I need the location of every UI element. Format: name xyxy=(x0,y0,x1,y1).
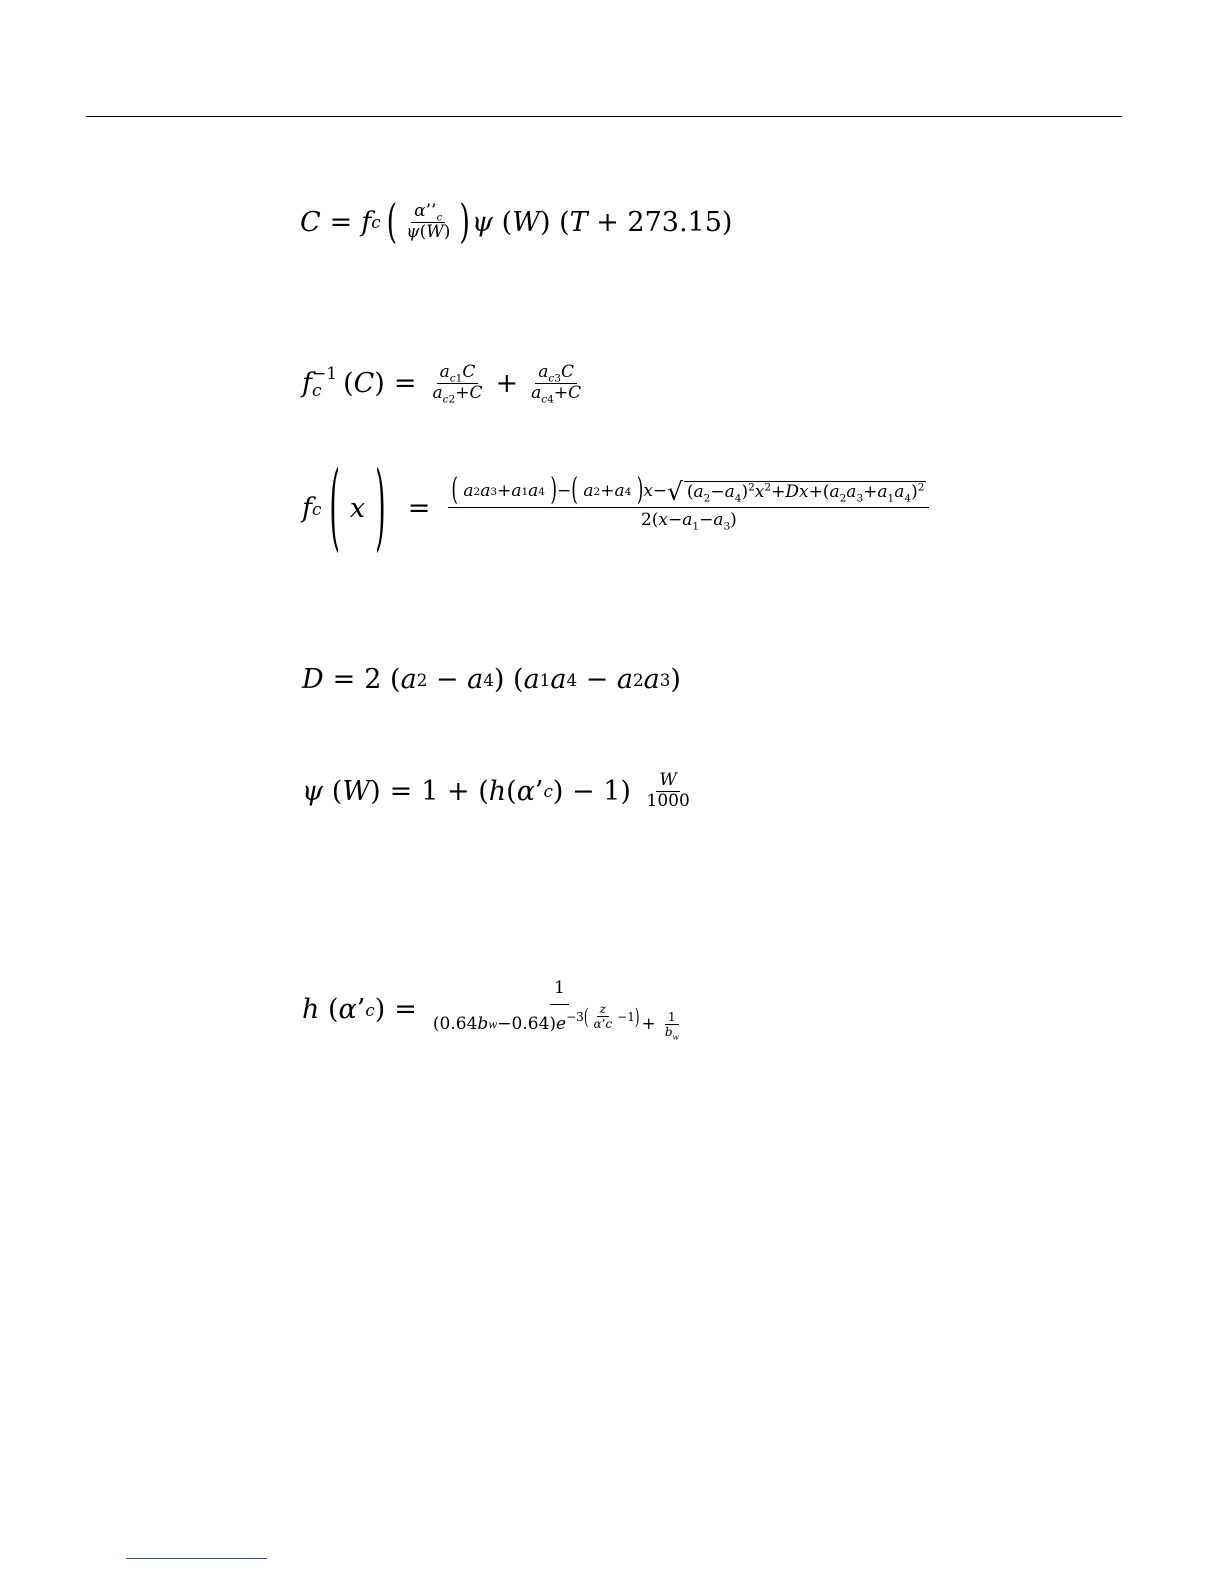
coef-b: 0.64 xyxy=(511,1014,550,1035)
exponent-coef: −3 xyxy=(566,1009,584,1024)
equation-h-alpha: h ( α ’ c ) = 1 ( 0.64 b w − 0.64 ) e −3 ( $\frac{z}{\alpha’c}$ −1 ) + $\frac{1}{b_w}$ xyxy=(302,978,679,1042)
coef-a: 0.64 xyxy=(439,1014,478,1035)
equation-psi-w: ψ ( W ) = 1 + ( h ( α ’ c ) − 1) $\frac{W}{1000}$ xyxy=(302,772,697,811)
equation-inverse-fc: f −1 c ( C ) = $\frac{a_{c1}C}{a_{c2}+C}$ + $\frac{a_{c3}C}{a_{c4}+C}$ xyxy=(302,362,582,406)
equation-d-definition: D = 2 ( a 2 − a 4 ) ( a 1 a 4 − a 2 a 3 ) xyxy=(302,664,681,695)
equation-c-definition: C = f c ( $\frac{\alpha’’_c}{\psi(W)}$ ) ψ ( W ) ( T + 273.15 ) xyxy=(300,195,733,249)
header-rule xyxy=(86,116,1122,117)
footnote-rule xyxy=(126,1558,267,1559)
temperature-offset: 273.15 xyxy=(627,206,722,238)
w-divisor: 1000 xyxy=(646,790,690,811)
equation-fc-of-x: f c ( x ) = ( a 2 a 3 + a 1 a 4 ) − ( a 2 + a 4 ) x − √ $(a_2-a_4)^2x^2+Dx+(a_2a_3+a_1a_4)^2$ $2(x-a_1-a_3)$ xyxy=(302,487,933,530)
